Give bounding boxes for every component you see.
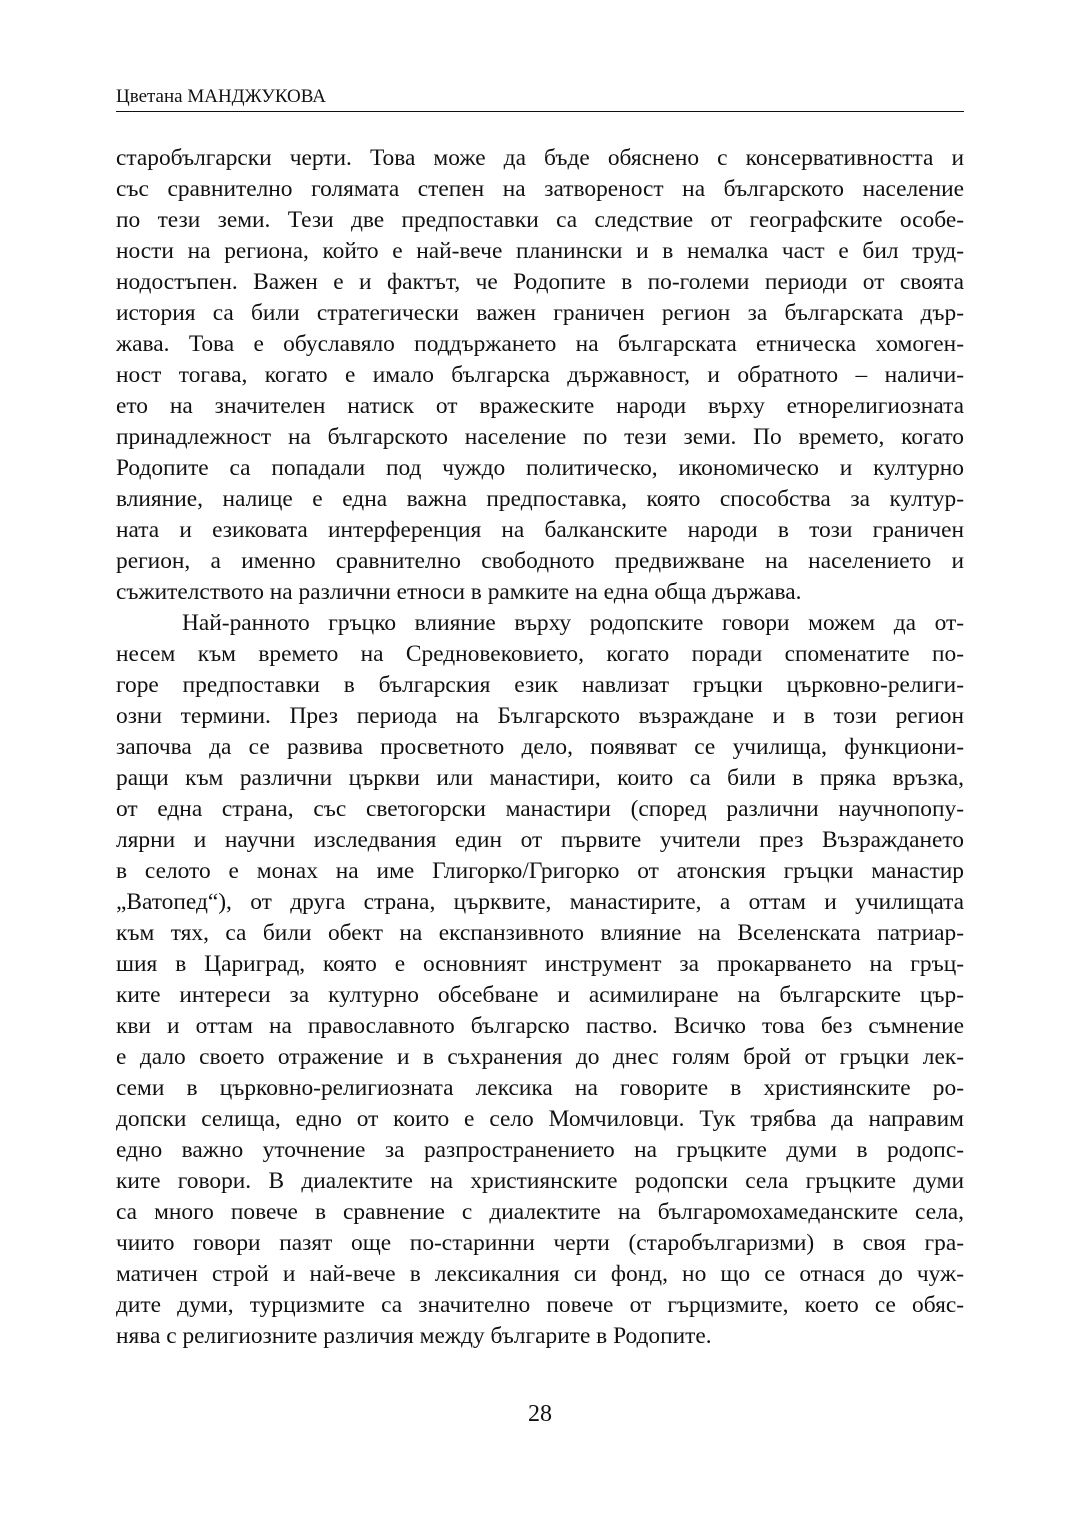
text-line: ките интереси за културно обсебване и асимилиране на българските цър- xyxy=(116,982,964,1008)
text-line: ности на региона, който е най-вече планински и в немалка част е бил труд- xyxy=(116,238,964,264)
text-line: озни термини. През периода на Българското възраждане и в този регион xyxy=(116,703,964,729)
text-line: ната и езиковата интерференция на балканските народи в този граничен xyxy=(116,517,964,543)
text-line: към тях, са били обект на експанзивното влияние на Вселенската патриар- xyxy=(116,920,964,946)
text-line: ращи към различни църкви или манастири, които са били в пряка връзка, xyxy=(116,765,964,791)
text-line: „Ватопед“), от друга страна, църквите, манастирите, а оттам и училищата xyxy=(116,889,964,915)
text-line: е дало своето отражение и в съхранения до днес голям брой от гръцки лек- xyxy=(116,1044,964,1070)
page-number: 28 xyxy=(528,1401,552,1427)
text-line: кви и оттам на православното българско паство. Всичко това без съмнение xyxy=(116,1013,964,1039)
text-line: ките говори. В диалектите на християнските родопски села гръцките думи xyxy=(116,1168,964,1194)
text-line: по тези земи. Тези две предпоставки са следствие от географските особе- xyxy=(116,207,964,233)
text-line: ето на значителен натиск от вражеските народи върху етнорелигиозната xyxy=(116,393,964,419)
text-line: в селото е монах на име Глигорко/Григорко от атонския гръцки манастир xyxy=(116,858,964,884)
text-line: нява с религиозните различия между българите в Родопите. xyxy=(116,1323,712,1349)
text-line: чиито говори пазят още по-старинни черти (старобългаризми) в своя гра- xyxy=(116,1230,964,1256)
paragraph-2 xyxy=(116,608,964,1352)
text-line: шия в Цариград, която е основният инструмент за прокарването на гръц- xyxy=(116,951,964,977)
text-line: Най-ранното гръцко влияние върху родопските говори можем да от- xyxy=(182,610,964,636)
text-line: жава. Това е обуславяло поддържането на българската етническа хомоген- xyxy=(116,331,964,357)
text-line: допски селища, едно от които е село Момчиловци. Тук трябва да направим xyxy=(116,1106,964,1132)
text-line: едно важно уточнение за разпространението на гръцките думи в родопс- xyxy=(116,1137,964,1163)
text-line: ност тогава, когато е имало българска държавност, и обратното – наличи- xyxy=(116,362,964,388)
text-line: история са били стратегически важен граничен регион за българската дър- xyxy=(116,300,964,326)
text-line: лярни и научни изследвания един от първите учители през Възраждането xyxy=(116,827,964,853)
text-line: влияние, налице е една важна предпоставка, която способства за култур- xyxy=(116,486,964,512)
text-line: Родопите са попадали под чуждо политическо, икономическо и културно xyxy=(116,455,964,481)
text-line: несем към времето на Средновековието, когато поради споменатите по- xyxy=(116,641,964,667)
running-header xyxy=(116,85,964,112)
author-name: Цветана МАНДЖУКОВА xyxy=(116,86,326,107)
text-line: матичен строй и най-вече в лексикалния си фонд, но що се отнася до чуж- xyxy=(116,1261,964,1287)
text-line: са много повече в сравнение с диалектите на българомохамеданските села, xyxy=(116,1199,964,1225)
text-line: горе предпоставки в българския език навлизат гръцки църковно-религи- xyxy=(116,672,964,698)
text-line: започва да се развива просветното дело, появяват се училища, функциони- xyxy=(116,734,964,760)
paragraph-1 xyxy=(116,143,964,608)
text-line: от една страна, със светогорски манастири (според различни научнопопу- xyxy=(116,796,964,822)
text-line: старобългарски черти. Това може да бъде обяснено с консервативността и xyxy=(116,145,964,171)
text-line: дите думи, турцизмите са значително повече от гърцизмите, което се обяс- xyxy=(116,1292,964,1318)
text-line: регион, а именно сравнително свободното предвижване на населението и xyxy=(116,548,964,574)
text-line: със сравнително голямата степен на затвореност на българското население xyxy=(116,176,964,202)
text-line: нодостъпен. Важен е и фактът, че Родопите в по-големи периоди от своята xyxy=(116,269,964,295)
text-line: семи в църковно-религиозната лексика на говорите в християнските ро- xyxy=(116,1075,964,1101)
text-line: съжителството на различни етноси в рамките на една обща държава. xyxy=(116,579,802,605)
text-line: принадлежност на българското население по тези земи. По времето, когато xyxy=(116,424,964,450)
body-text xyxy=(116,143,964,1352)
